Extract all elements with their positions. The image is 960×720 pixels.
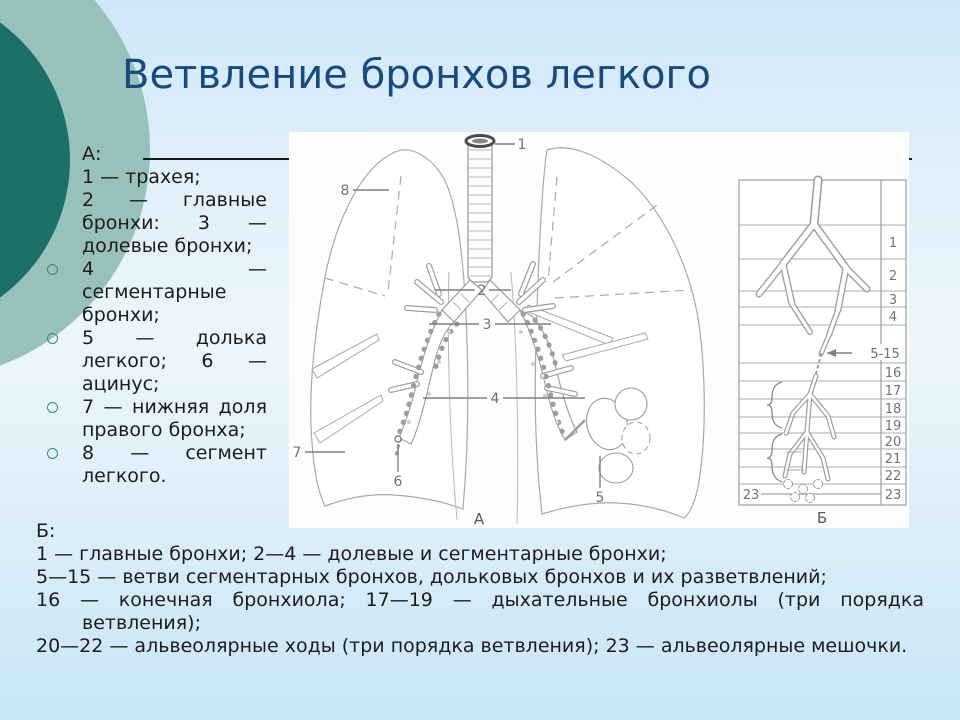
list-heading-a [47,143,292,166]
callout-label-5: 5 [595,490,605,506]
legend-heading: Б: [36,520,56,542]
callout-label-3: 3 [482,317,492,333]
callout-label-7: 7 [292,445,302,461]
callout-label-6: 6 [393,474,403,490]
list-item [47,327,292,396]
row-number-23: 23 [884,488,902,503]
callout-label-1: 1 [517,137,527,153]
figure-panel [289,132,909,528]
list-a [47,143,292,488]
list-item-text: правого бронха; [82,419,246,441]
list-item-text: долевые бронхи; [82,235,253,257]
panel-b-label: Б [816,509,828,527]
callout-label-8: 8 [340,183,350,199]
legend-line: 16 — конечная бронхиола; 17—19 — дыхательные бронхиолы (три порядка [36,589,924,611]
panel-a-label: А [473,510,485,528]
circle-bullet-icon [47,448,58,459]
circle-bullet-icon [47,402,58,413]
lungs-illustration [311,148,705,524]
trachea-tube [468,140,492,282]
row-number-1: 1 [888,236,898,251]
bottom-left-23-label: 23 [742,488,760,503]
row-number-4: 4 [888,310,898,325]
row-number-21: 21 [884,452,902,467]
list-item [47,189,292,258]
circle-bullet-icon [47,264,58,275]
row-number-19: 19 [884,419,902,434]
lung-figure-svg [289,132,909,528]
right-main-bronchus [482,280,520,322]
list-item [47,258,292,327]
range-label-5-15: 5-15 [870,347,900,362]
list-item-text: 5 — долька [82,327,267,349]
row-number-18: 18 [884,402,902,417]
list-item-text: 2 — главные [82,189,267,211]
list-item-text: 1 — трахея; [82,166,201,188]
legend-line: 20—22 — альвеолярные ходы (три порядка ветвления); 23 — альвеолярные мешочки. [36,635,908,657]
page-title: Ветвление бронхов легкого [122,52,712,98]
list-item [47,442,292,488]
list-item-text: бронхи: 3 — [82,212,267,234]
row-number-17: 17 [884,384,902,399]
list-item-text: 8 — сегмент [82,442,267,464]
list-item-text: 4 — сегментарные [82,258,267,303]
legend-line-continuation: ветвления); [82,612,202,634]
row-number-16: 16 [884,366,902,381]
list-item-text: легкого; 6 — [82,350,267,372]
row-number-22: 22 [884,469,902,484]
row-number-3: 3 [888,293,898,308]
legend-b [36,520,926,658]
list-item-text: ацинус; [82,373,160,395]
legend-line: 1 — главные бронхи; 2—4 — долевые и сегментарные бронхи; [36,543,667,565]
row-number-20: 20 [884,435,902,450]
callout-label-2: 2 [477,283,487,299]
legend-line: 5—15 — ветви сегментарных бронхов, дольковых бронхов и их разветвлений; [36,566,827,588]
trachea-lumen [472,139,488,144]
list-item-text: 7 — нижняя доля [82,396,267,418]
list-heading-a-text: А: [82,143,102,165]
list-item [47,396,292,442]
callout-label-4: 4 [490,391,500,407]
list-item [47,166,292,189]
list-item-text: бронхи; [82,304,160,326]
circle-bullet-icon [47,333,58,344]
row-number-2: 2 [888,269,898,284]
list-item-text: легкого. [82,465,167,487]
